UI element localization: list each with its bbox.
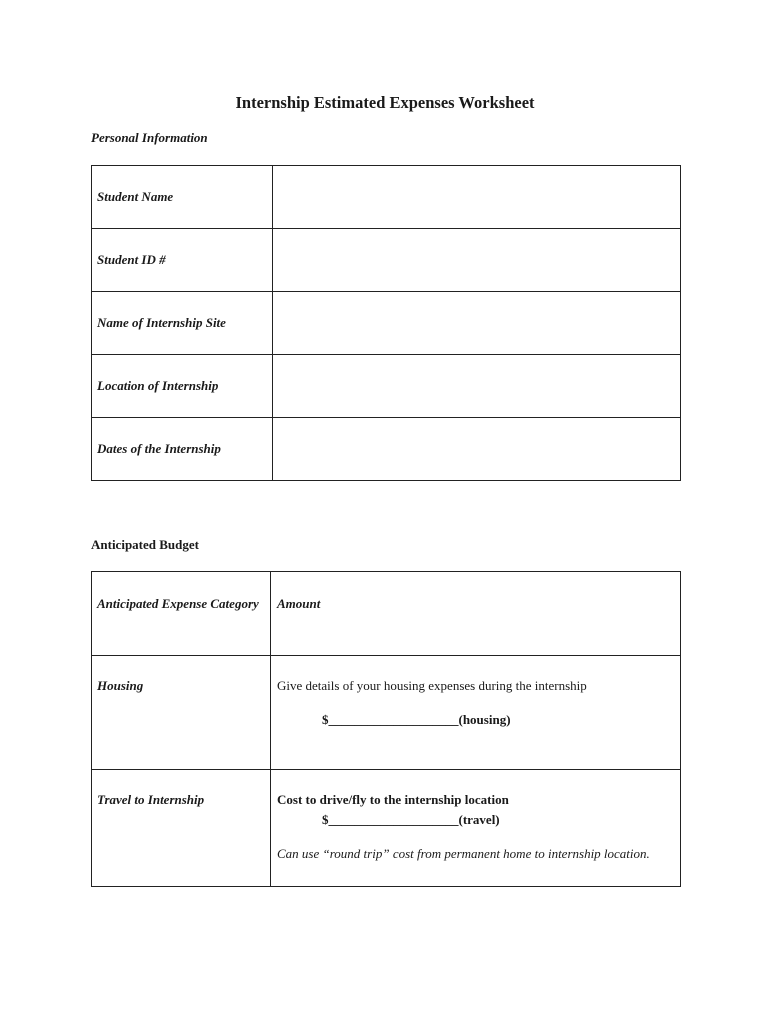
table-row (92, 166, 681, 229)
table-row (92, 355, 681, 418)
housing-amount-blank[interactable]: $____________________(housing) (322, 712, 511, 727)
travel-amount-cell[interactable] (271, 770, 681, 887)
travel-label: Travel to Internship (97, 792, 205, 807)
internship-dates-label-cell (92, 418, 273, 481)
internship-site-label: Name of Internship Site (97, 315, 226, 330)
travel-amount-blank[interactable]: $____________________(travel) (322, 812, 500, 827)
page-title: Internship Estimated Expenses Worksheet (235, 93, 535, 112)
table-row (92, 770, 681, 887)
internship-site-field[interactable] (273, 292, 681, 355)
table-row (92, 292, 681, 355)
personal-info-table (91, 165, 681, 481)
budget-table (91, 571, 681, 887)
amount-header: Amount (277, 596, 321, 611)
internship-dates-label: Dates of the Internship (97, 441, 221, 456)
internship-dates-field[interactable] (273, 418, 681, 481)
housing-label-cell (92, 656, 271, 770)
student-id-label-cell (92, 229, 273, 292)
student-name-label-cell (92, 166, 273, 229)
internship-location-label-cell (92, 355, 273, 418)
internship-location-label: Location of Internship (97, 378, 219, 393)
internship-site-label-cell (92, 292, 273, 355)
travel-label-cell (92, 770, 271, 887)
student-id-label: Student ID # (97, 252, 166, 267)
student-name-label: Student Name (97, 189, 174, 204)
student-name-field[interactable] (273, 166, 681, 229)
student-id-field[interactable] (273, 229, 681, 292)
internship-location-field[interactable] (273, 355, 681, 418)
table-row (92, 229, 681, 292)
table-row (92, 572, 681, 656)
personal-info-heading: Personal Information (91, 130, 208, 145)
travel-instruction: Cost to drive/fly to the internship location (277, 792, 509, 807)
amount-header-cell (271, 572, 681, 656)
housing-amount-cell[interactable] (271, 656, 681, 770)
travel-note: Can use “round trip” cost from permanent home to internship location. (277, 846, 650, 861)
category-header: Anticipated Expense Category (97, 596, 259, 611)
category-header-cell (92, 572, 271, 656)
budget-heading: Anticipated Budget (91, 537, 199, 552)
housing-instruction: Give details of your housing expenses during the internship (277, 678, 587, 693)
table-row (92, 418, 681, 481)
table-row (92, 656, 681, 770)
housing-label: Housing (97, 678, 144, 693)
